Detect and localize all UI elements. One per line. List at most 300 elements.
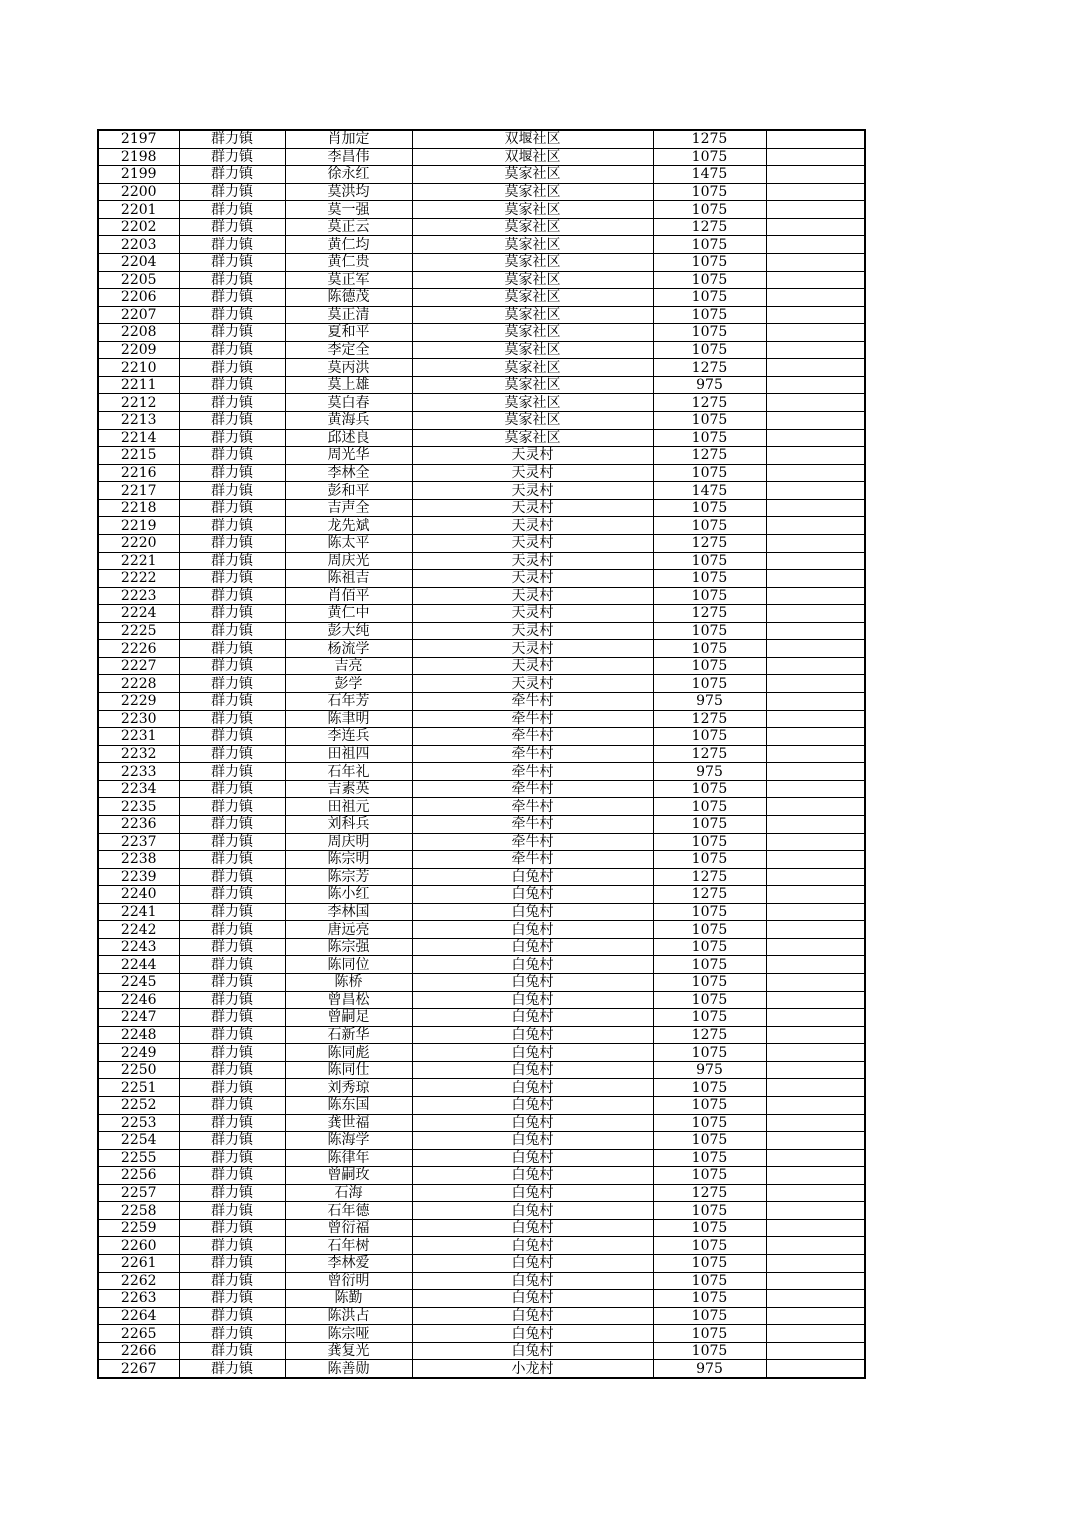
note-cell [766, 183, 865, 201]
note-cell [766, 991, 865, 1009]
note-cell [766, 236, 865, 254]
amount-cell: 975 [653, 693, 766, 711]
name-cell: 石年礼 [285, 763, 412, 781]
amount-cell: 1075 [653, 1290, 766, 1308]
name-cell: 肖加定 [285, 130, 412, 148]
village-cell: 牵牛村 [412, 833, 653, 851]
seq-cell: 2211 [98, 376, 179, 394]
name-cell: 邱述良 [285, 429, 412, 447]
village-cell: 白兔村 [412, 1202, 653, 1220]
amount-cell: 1075 [653, 1219, 766, 1237]
amount-cell: 1275 [653, 447, 766, 465]
name-cell: 陈同位 [285, 956, 412, 974]
amount-cell: 1075 [653, 728, 766, 746]
seq-cell: 2265 [98, 1325, 179, 1343]
seq-cell: 2219 [98, 517, 179, 535]
town-cell: 群力镇 [179, 1149, 285, 1167]
village-cell: 白兔村 [412, 1219, 653, 1237]
town-cell: 群力镇 [179, 886, 285, 904]
town-cell: 群力镇 [179, 1044, 285, 1062]
name-cell: 石年芳 [285, 693, 412, 711]
town-cell: 群力镇 [179, 1096, 285, 1114]
name-cell: 龚复光 [285, 1342, 412, 1360]
village-cell: 白兔村 [412, 1044, 653, 1062]
amount-cell: 1075 [653, 798, 766, 816]
amount-cell: 1075 [653, 833, 766, 851]
table-row [98, 499, 865, 517]
amount-cell: 1275 [653, 394, 766, 412]
seq-cell: 2202 [98, 218, 179, 236]
seq-cell: 2243 [98, 938, 179, 956]
name-cell: 陈同仕 [285, 1061, 412, 1079]
amount-cell: 1075 [653, 780, 766, 798]
village-cell: 白兔村 [412, 886, 653, 904]
town-cell: 群力镇 [179, 1009, 285, 1027]
town-cell: 群力镇 [179, 289, 285, 307]
village-cell: 白兔村 [412, 1272, 653, 1290]
table-row [98, 1342, 865, 1360]
town-cell: 群力镇 [179, 359, 285, 377]
village-cell: 白兔村 [412, 903, 653, 921]
town-cell: 群力镇 [179, 903, 285, 921]
village-cell: 莫家社区 [412, 166, 653, 184]
seq-cell: 2199 [98, 166, 179, 184]
town-cell: 群力镇 [179, 675, 285, 693]
village-cell: 莫家社区 [412, 289, 653, 307]
note-cell [766, 1149, 865, 1167]
town-cell: 群力镇 [179, 236, 285, 254]
note-cell [766, 815, 865, 833]
seq-cell: 2230 [98, 710, 179, 728]
village-cell: 牵牛村 [412, 693, 653, 711]
seq-cell: 2238 [98, 851, 179, 869]
table-row [98, 728, 865, 746]
name-cell: 陈同彪 [285, 1044, 412, 1062]
amount-cell: 1075 [653, 815, 766, 833]
note-cell [766, 868, 865, 886]
village-cell: 牵牛村 [412, 798, 653, 816]
table-row [98, 587, 865, 605]
amount-cell: 1075 [653, 921, 766, 939]
village-cell: 莫家社区 [412, 324, 653, 342]
village-cell: 天灵村 [412, 552, 653, 570]
table-row [98, 868, 865, 886]
seq-cell: 2224 [98, 605, 179, 623]
town-cell: 群力镇 [179, 499, 285, 517]
village-cell: 莫家社区 [412, 253, 653, 271]
village-cell: 莫家社区 [412, 359, 653, 377]
note-cell [766, 517, 865, 535]
town-cell: 群力镇 [179, 956, 285, 974]
table-row [98, 974, 865, 992]
amount-cell: 1475 [653, 482, 766, 500]
seq-cell: 2261 [98, 1255, 179, 1273]
village-cell: 莫家社区 [412, 429, 653, 447]
amount-cell: 1075 [653, 956, 766, 974]
amount-cell: 1275 [653, 1184, 766, 1202]
name-cell: 陈勤 [285, 1290, 412, 1308]
village-cell: 白兔村 [412, 868, 653, 886]
table-row [98, 710, 865, 728]
note-cell [766, 534, 865, 552]
name-cell: 陈洪占 [285, 1307, 412, 1325]
village-cell: 白兔村 [412, 1079, 653, 1097]
town-cell: 群力镇 [179, 868, 285, 886]
table-row [98, 1184, 865, 1202]
town-cell: 群力镇 [179, 815, 285, 833]
town-cell: 群力镇 [179, 1114, 285, 1132]
seq-cell: 2222 [98, 570, 179, 588]
town-cell: 群力镇 [179, 938, 285, 956]
village-cell: 天灵村 [412, 447, 653, 465]
town-cell: 群力镇 [179, 1219, 285, 1237]
note-cell [766, 429, 865, 447]
village-cell: 莫家社区 [412, 412, 653, 430]
name-cell: 周庆光 [285, 552, 412, 570]
table-row [98, 359, 865, 377]
town-cell: 群力镇 [179, 763, 285, 781]
name-cell: 田祖四 [285, 745, 412, 763]
name-cell: 石年树 [285, 1237, 412, 1255]
seq-cell: 2208 [98, 324, 179, 342]
table-row [98, 166, 865, 184]
table-row [98, 1149, 865, 1167]
seq-cell: 2266 [98, 1342, 179, 1360]
amount-cell: 1075 [653, 657, 766, 675]
table-row [98, 1026, 865, 1044]
seq-cell: 2218 [98, 499, 179, 517]
seq-cell: 2206 [98, 289, 179, 307]
name-cell: 陈宗哑 [285, 1325, 412, 1343]
amount-cell: 1075 [653, 1044, 766, 1062]
table-row [98, 1061, 865, 1079]
seq-cell: 2197 [98, 130, 179, 148]
seq-cell: 2260 [98, 1237, 179, 1255]
note-cell [766, 833, 865, 851]
name-cell: 陈桥 [285, 974, 412, 992]
note-cell [766, 148, 865, 166]
note-cell [766, 218, 865, 236]
town-cell: 群力镇 [179, 166, 285, 184]
note-cell [766, 657, 865, 675]
name-cell: 曾嗣玫 [285, 1167, 412, 1185]
seq-cell: 2203 [98, 236, 179, 254]
village-cell: 白兔村 [412, 991, 653, 1009]
seq-cell: 2267 [98, 1360, 179, 1378]
note-cell [766, 798, 865, 816]
note-cell [766, 693, 865, 711]
seq-cell: 2217 [98, 482, 179, 500]
note-cell [766, 1290, 865, 1308]
table-row [98, 903, 865, 921]
amount-cell: 1075 [653, 517, 766, 535]
village-cell: 天灵村 [412, 482, 653, 500]
seq-cell: 2259 [98, 1219, 179, 1237]
name-cell: 黄仁贵 [285, 253, 412, 271]
table-row [98, 1272, 865, 1290]
village-cell: 白兔村 [412, 1167, 653, 1185]
town-cell: 群力镇 [179, 1360, 285, 1378]
town-cell: 群力镇 [179, 447, 285, 465]
name-cell: 陈律年 [285, 1149, 412, 1167]
note-cell [766, 1255, 865, 1273]
village-cell: 牵牛村 [412, 710, 653, 728]
note-cell [766, 359, 865, 377]
name-cell: 莫一强 [285, 201, 412, 219]
table-row [98, 447, 865, 465]
seq-cell: 2248 [98, 1026, 179, 1044]
town-cell: 群力镇 [179, 429, 285, 447]
table-row [98, 798, 865, 816]
amount-cell: 1275 [653, 218, 766, 236]
town-cell: 群力镇 [179, 1026, 285, 1044]
name-cell: 李连兵 [285, 728, 412, 746]
table-row [98, 482, 865, 500]
table-row [98, 289, 865, 307]
village-cell: 白兔村 [412, 1342, 653, 1360]
town-cell: 群力镇 [179, 833, 285, 851]
table-row [98, 1096, 865, 1114]
seq-cell: 2198 [98, 148, 179, 166]
town-cell: 群力镇 [179, 1132, 285, 1150]
seq-cell: 2262 [98, 1272, 179, 1290]
note-cell [766, 974, 865, 992]
seq-cell: 2242 [98, 921, 179, 939]
amount-cell: 1075 [653, 570, 766, 588]
name-cell: 莫正云 [285, 218, 412, 236]
town-cell: 群力镇 [179, 130, 285, 148]
town-cell: 群力镇 [179, 1079, 285, 1097]
town-cell: 群力镇 [179, 991, 285, 1009]
village-cell: 牵牛村 [412, 851, 653, 869]
table-row [98, 1360, 865, 1378]
table-row [98, 921, 865, 939]
seq-cell: 2207 [98, 306, 179, 324]
name-cell: 吉素英 [285, 780, 412, 798]
note-cell [766, 412, 865, 430]
note-cell [766, 1325, 865, 1343]
seq-cell: 2252 [98, 1096, 179, 1114]
name-cell: 莫洪均 [285, 183, 412, 201]
note-cell [766, 482, 865, 500]
table-row [98, 851, 865, 869]
record-table-body [98, 130, 865, 1378]
note-cell [766, 1272, 865, 1290]
name-cell: 刘科兵 [285, 815, 412, 833]
town-cell: 群力镇 [179, 657, 285, 675]
town-cell: 群力镇 [179, 605, 285, 623]
amount-cell: 1075 [653, 1325, 766, 1343]
table-row [98, 517, 865, 535]
note-cell [766, 1044, 865, 1062]
amount-cell: 975 [653, 763, 766, 781]
table-row [98, 1237, 865, 1255]
table-row [98, 1009, 865, 1027]
town-cell: 群力镇 [179, 376, 285, 394]
town-cell: 群力镇 [179, 921, 285, 939]
amount-cell: 1075 [653, 1132, 766, 1150]
table-row [98, 1079, 865, 1097]
village-cell: 天灵村 [412, 517, 653, 535]
village-cell: 白兔村 [412, 1255, 653, 1273]
table-row [98, 675, 865, 693]
table-row [98, 394, 865, 412]
village-cell: 白兔村 [412, 1096, 653, 1114]
town-cell: 群力镇 [179, 1167, 285, 1185]
name-cell: 夏和平 [285, 324, 412, 342]
note-cell [766, 1219, 865, 1237]
table-row [98, 1114, 865, 1132]
table-row [98, 552, 865, 570]
amount-cell: 1075 [653, 552, 766, 570]
amount-cell: 1275 [653, 868, 766, 886]
village-cell: 天灵村 [412, 570, 653, 588]
seq-cell: 2215 [98, 447, 179, 465]
note-cell [766, 253, 865, 271]
seq-cell: 2229 [98, 693, 179, 711]
name-cell: 陈宗芳 [285, 868, 412, 886]
seq-cell: 2236 [98, 815, 179, 833]
village-cell: 莫家社区 [412, 376, 653, 394]
table-row [98, 376, 865, 394]
amount-cell: 1275 [653, 745, 766, 763]
seq-cell: 2251 [98, 1079, 179, 1097]
note-cell [766, 587, 865, 605]
amount-cell: 1075 [653, 236, 766, 254]
village-cell: 白兔村 [412, 974, 653, 992]
table-row [98, 306, 865, 324]
town-cell: 群力镇 [179, 482, 285, 500]
seq-cell: 2254 [98, 1132, 179, 1150]
seq-cell: 2237 [98, 833, 179, 851]
note-cell [766, 956, 865, 974]
amount-cell: 1075 [653, 306, 766, 324]
village-cell: 天灵村 [412, 657, 653, 675]
town-cell: 群力镇 [179, 1202, 285, 1220]
town-cell: 群力镇 [179, 324, 285, 342]
town-cell: 群力镇 [179, 728, 285, 746]
table-row [98, 218, 865, 236]
note-cell [766, 1360, 865, 1378]
town-cell: 群力镇 [179, 780, 285, 798]
village-cell: 莫家社区 [412, 183, 653, 201]
table-row [98, 429, 865, 447]
name-cell: 陈东国 [285, 1096, 412, 1114]
name-cell: 李林全 [285, 464, 412, 482]
name-cell: 彭大纯 [285, 622, 412, 640]
note-cell [766, 622, 865, 640]
note-cell [766, 1202, 865, 1220]
name-cell: 陈德茂 [285, 289, 412, 307]
name-cell: 黄海兵 [285, 412, 412, 430]
name-cell: 肖佰平 [285, 587, 412, 605]
name-cell: 黄仁均 [285, 236, 412, 254]
amount-cell: 1075 [653, 622, 766, 640]
amount-cell: 1075 [653, 324, 766, 342]
village-cell: 牵牛村 [412, 815, 653, 833]
table-row [98, 1044, 865, 1062]
name-cell: 李定全 [285, 341, 412, 359]
table-row [98, 148, 865, 166]
note-cell [766, 376, 865, 394]
name-cell: 曾衍福 [285, 1219, 412, 1237]
amount-cell: 975 [653, 376, 766, 394]
amount-cell: 1075 [653, 938, 766, 956]
note-cell [766, 1342, 865, 1360]
town-cell: 群力镇 [179, 1272, 285, 1290]
table-row [98, 956, 865, 974]
village-cell: 天灵村 [412, 675, 653, 693]
village-cell: 莫家社区 [412, 236, 653, 254]
name-cell: 龚世福 [285, 1114, 412, 1132]
name-cell: 曾衍明 [285, 1272, 412, 1290]
amount-cell: 1275 [653, 710, 766, 728]
note-cell [766, 394, 865, 412]
village-cell: 白兔村 [412, 938, 653, 956]
town-cell: 群力镇 [179, 974, 285, 992]
name-cell: 周光华 [285, 447, 412, 465]
table-row [98, 657, 865, 675]
name-cell: 莫上雄 [285, 376, 412, 394]
seq-cell: 2201 [98, 201, 179, 219]
seq-cell: 2257 [98, 1184, 179, 1202]
note-cell [766, 1132, 865, 1150]
seq-cell: 2221 [98, 552, 179, 570]
table-row [98, 1132, 865, 1150]
table-row [98, 1167, 865, 1185]
note-cell [766, 1061, 865, 1079]
table-row [98, 833, 865, 851]
note-cell [766, 464, 865, 482]
table-row [98, 253, 865, 271]
amount-cell: 1075 [653, 201, 766, 219]
note-cell [766, 1026, 865, 1044]
seq-cell: 2234 [98, 780, 179, 798]
town-cell: 群力镇 [179, 1237, 285, 1255]
note-cell [766, 289, 865, 307]
amount-cell: 1075 [653, 183, 766, 201]
note-cell [766, 921, 865, 939]
table-row [98, 991, 865, 1009]
name-cell: 陈善勋 [285, 1360, 412, 1378]
town-cell: 群力镇 [179, 253, 285, 271]
note-cell [766, 1167, 865, 1185]
note-cell [766, 306, 865, 324]
note-cell [766, 780, 865, 798]
table-row [98, 1307, 865, 1325]
note-cell [766, 710, 865, 728]
amount-cell: 1075 [653, 464, 766, 482]
name-cell: 陈宗明 [285, 851, 412, 869]
village-cell: 天灵村 [412, 587, 653, 605]
seq-cell: 2200 [98, 183, 179, 201]
seq-cell: 2264 [98, 1307, 179, 1325]
amount-cell: 1075 [653, 289, 766, 307]
amount-cell: 1275 [653, 605, 766, 623]
note-cell [766, 1184, 865, 1202]
amount-cell: 1075 [653, 1114, 766, 1132]
name-cell: 莫白春 [285, 394, 412, 412]
town-cell: 群力镇 [179, 1290, 285, 1308]
amount-cell: 1075 [653, 1079, 766, 1097]
amount-cell: 1075 [653, 675, 766, 693]
town-cell: 群力镇 [179, 218, 285, 236]
town-cell: 群力镇 [179, 587, 285, 605]
name-cell: 杨流学 [285, 640, 412, 658]
village-cell: 牵牛村 [412, 780, 653, 798]
table-row [98, 236, 865, 254]
name-cell: 陈祖吉 [285, 570, 412, 588]
